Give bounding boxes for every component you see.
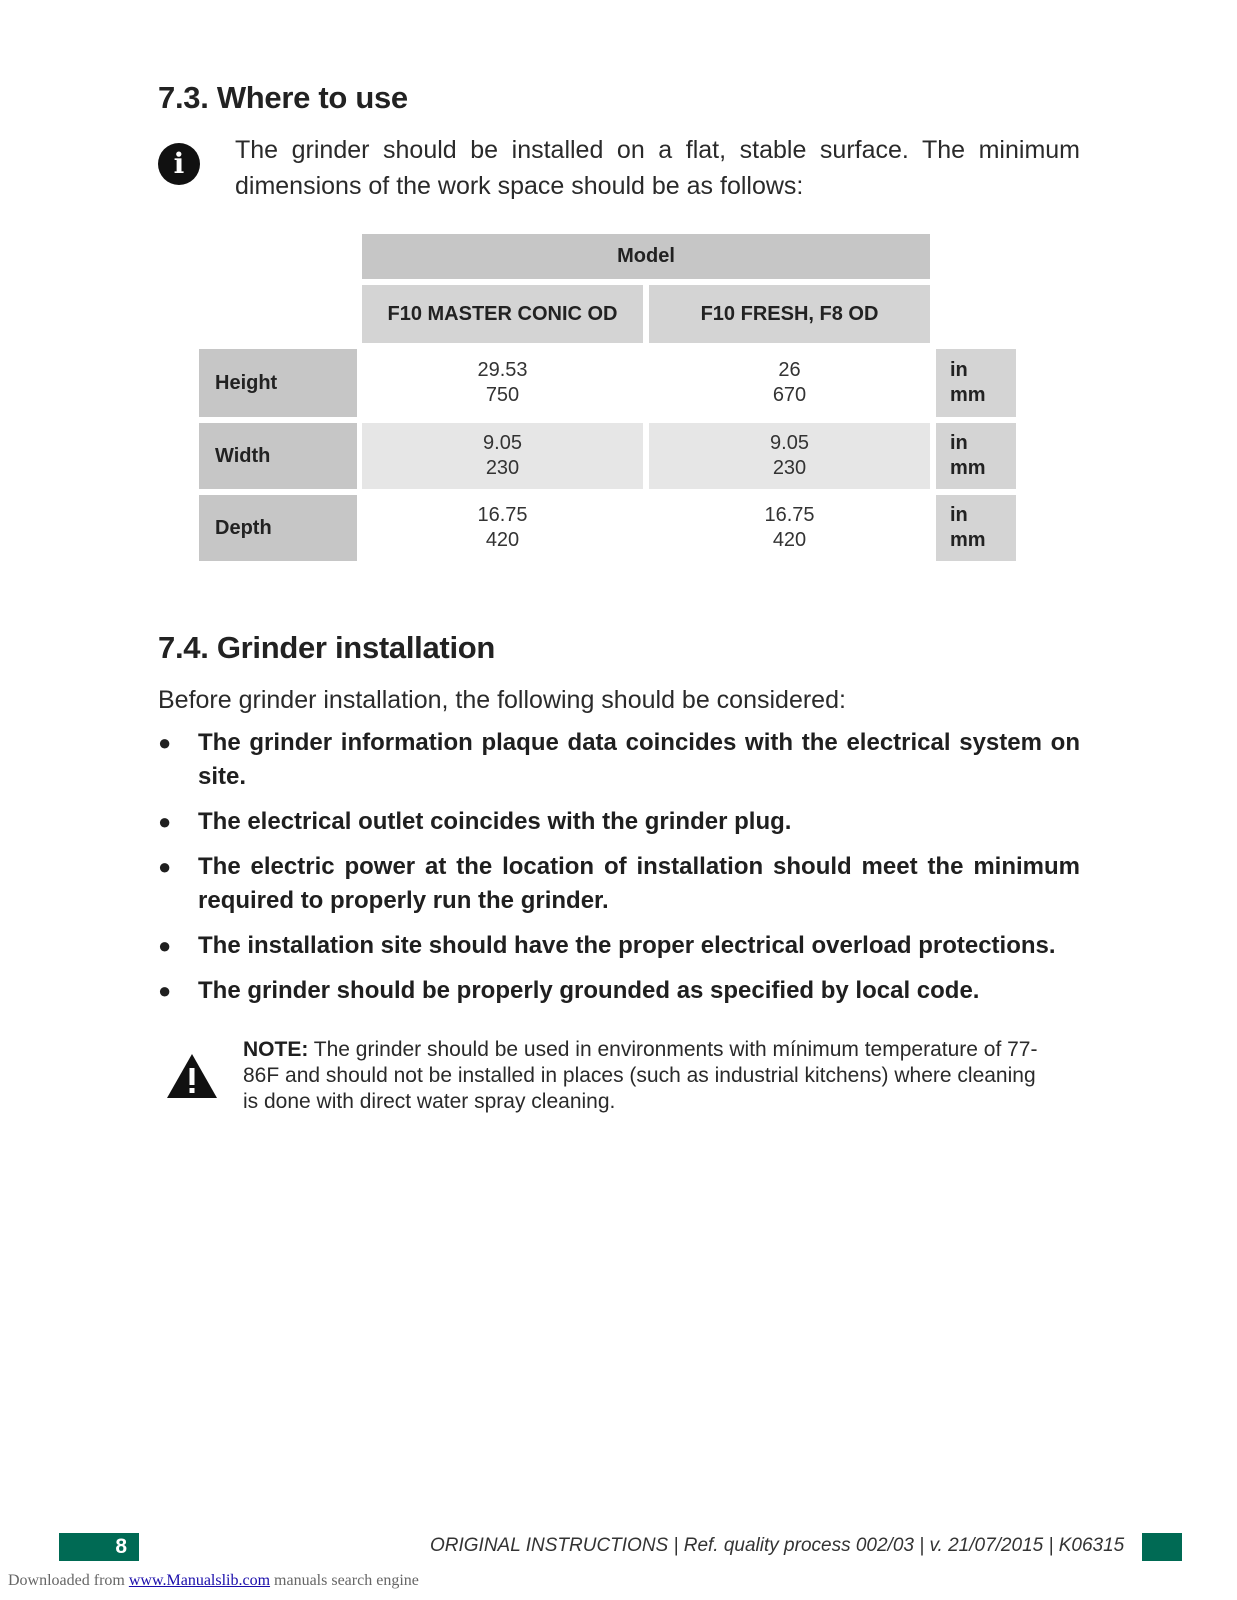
list-item: ● The grinder information plaque data coincides with the electrical system on site. bbox=[158, 726, 1080, 794]
column-header-f10-master: F10 MASTER CONIC OD bbox=[362, 285, 643, 343]
note-label: NOTE: bbox=[243, 1038, 309, 1061]
download-watermark: Downloaded from www.Manualslib.com manuals search engine bbox=[8, 1572, 419, 1589]
bullet-icon: ● bbox=[158, 978, 172, 1003]
note-paragraph bbox=[243, 1037, 1053, 1115]
list-item: ● The grinder should be properly grounded as specified by local code. bbox=[158, 974, 1080, 1008]
value-cell: 9.05 230 bbox=[649, 423, 930, 489]
intro-paragraph: The grinder should be installed on a flat, stable surface. The minimum dimensions of the work space should be as follows: bbox=[235, 136, 1080, 200]
manualslib-link[interactable]: www.Manualslib.com bbox=[128, 1572, 271, 1589]
info-icon: i bbox=[158, 143, 200, 185]
bullet-icon: ● bbox=[158, 854, 172, 879]
bullet-icon: ● bbox=[158, 809, 172, 834]
value-cell: 16.75 420 bbox=[764, 504, 815, 551]
footer-accent-bar bbox=[1142, 1533, 1182, 1561]
warning-icon bbox=[165, 1052, 219, 1100]
unit-cell: in mm bbox=[936, 495, 1016, 561]
bullet-icon: ● bbox=[158, 933, 172, 958]
list-item: ● The electrical outlet coincides with the grinder plug. bbox=[158, 805, 1080, 839]
bullet-icon: ● bbox=[158, 730, 172, 755]
note-text: The grinder should be used in environments with mínimum temperature of 77-86F and should not be installed in places (such as industrial kitchens) where cleaning is done with direct water spray cleaning. bbox=[243, 1038, 1038, 1113]
unit-cell: in mm bbox=[936, 423, 1016, 489]
section-title-where-to-use: 7.3. Where to use bbox=[158, 80, 408, 115]
value-cell: 26 670 bbox=[772, 359, 807, 406]
footer-reference: ORIGINAL INSTRUCTIONS | Ref. quality process 002/03 | v. 21/07/2015 | K06315 bbox=[430, 1535, 1125, 1556]
row-label-width: Width bbox=[199, 423, 357, 489]
section-title-grinder-installation: 7.4. Grinder installation bbox=[158, 630, 496, 665]
unit-cell: in mm bbox=[936, 349, 1016, 417]
value-cell: 16.75 420 bbox=[477, 504, 528, 551]
lead-paragraph: Before grinder installation, the following should be considered: bbox=[158, 686, 846, 714]
column-header-f10-fresh: F10 FRESH, F8 OD bbox=[649, 285, 930, 343]
value-cell: 9.05 230 bbox=[362, 423, 643, 489]
row-label-depth: Depth bbox=[199, 495, 357, 561]
list-item: ● The installation site should have the proper electrical overload protections. bbox=[158, 929, 1080, 963]
requirements-list bbox=[158, 726, 1080, 1019]
row-label-height: Height bbox=[199, 349, 357, 417]
model-header: Model bbox=[362, 234, 930, 279]
value-cell: 29.53 750 bbox=[477, 359, 528, 406]
page-number: 8 bbox=[59, 1533, 139, 1561]
list-item: ● The electric power at the location of installation should meet the minimum required to properly run the grinder. bbox=[158, 850, 1080, 918]
